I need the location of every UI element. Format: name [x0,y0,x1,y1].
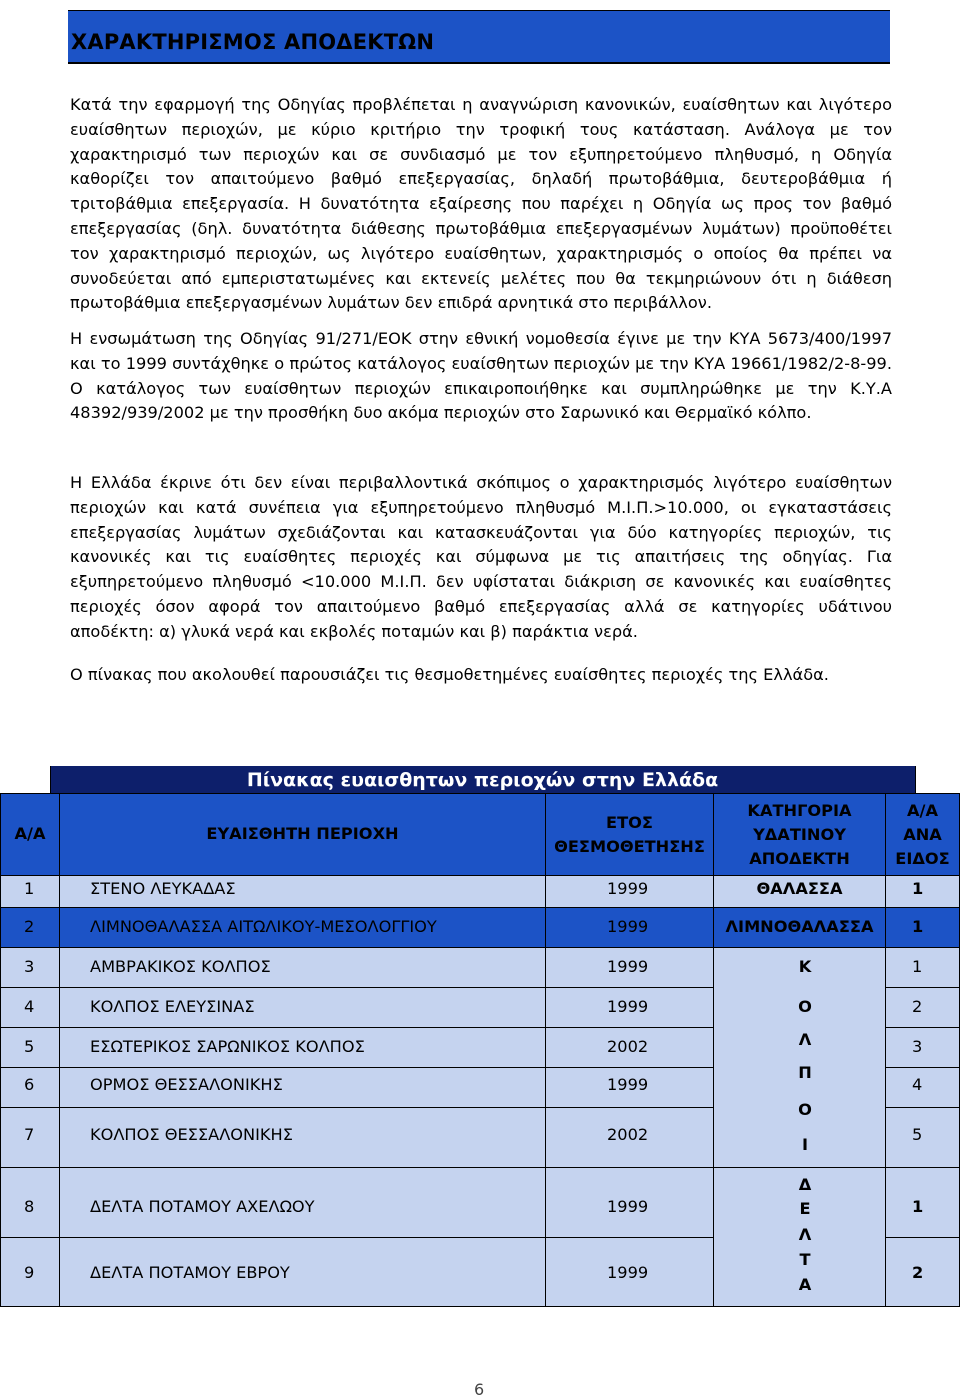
row-4-kind: 2 [912,997,923,1016]
header-year-2: ΘΕΣΜΟΘΕΤΗΣΗΣ [554,837,705,856]
grid-line [0,1237,713,1238]
row-1-aa: 1 [24,879,35,898]
row-3-year: 1999 [607,957,649,976]
row-2-area: ΛΙΜΝΟΘΑΛΑΣΣΑ ΑΙΤΩΛΙΚΟΥ-ΜΕΣΟΛΟΓΓΙΟΥ [90,917,437,936]
grid-line [0,1107,713,1108]
vertical-letter: Δ [798,1175,812,1194]
header-kind-3: ΕΙΔΟΣ [895,849,950,868]
section-title: ΧΑΡΑΚΤΗΡΙΣΜΟΣ ΑΠΟΔΕΚΤΩΝ [71,30,435,54]
header-category-1: ΚΑΤΗΓΟΡΙΑ [747,801,852,820]
table-caption-bar [50,766,915,793]
grid-line [0,1167,960,1168]
row-5-aa: 5 [24,1037,35,1056]
table-caption: Πίνακας ευαισθητων περιοχών στην Ελλάδα [246,769,719,791]
row-5-year: 2002 [607,1037,649,1056]
section-title-bar [68,10,890,64]
grid-line [885,987,960,988]
vertical-letter: Ο [798,997,812,1016]
vertical-letter: Ι [801,1135,809,1154]
vertical-letter: Τ [799,1250,811,1269]
paragraph-1: Κατά την εφαρμογή της Οδηγίας προβλέπεται η αναγνώριση κανονικών, ευαίσθητων και λιγότερο ευαίσθητων περιοχών, με κύριο κριτήριο την τροφική τους κατάσταση. Ανάλογα με τον χαρακτηρισμό των περιοχών και σε συνδιασμό με τον εξυπηρετούμενο πληθυσμό, η Οδηγία καθορίζει τον απαιτούμενο βαθμό επεξεργασίας, δηλαδή πρωτοβάθμια, δευτεροβάθμια ή τριτοβάθμια επεξεργασία. Η δυνατότητα εξαίρεσης που παρέχει η Οδηγία ως προς τον βαθμό επεξεργασίας (δηλ. δυνατότητα διάθεσης πρωτοβάθμια επεξεργασμένων λυμάτων) προϋποθέτει τον χαρακτηρισμό περιοχών, ως λιγότερο ευαίσθητων, χαρακτηρισμός ο οποίος θα πρέπει να συνοδεύεται από εμπεριστατωμένες και εκτενείς μελέτες που θα τεκμηριώνουν ότι η διάθεση πρωτοβάθμια επεξεργασμένων λυμάτων δεν επιδρά αρνητικά στο περιβάλλον. [70,95,892,313]
grid-line [0,1067,713,1068]
paragraph-2: Η ενσωμάτωση της Οδηγίας 91/271/ΕΟΚ στην εθνική νομοθεσία έγινε με την ΚΥΑ 5673/400/1997 και το 1999 συντάχθηκε ο πρώτος κατάλογος ευαίσθητων περιοχών με την ΚΥΑ 19661/1982/2-8-99. Ο κατάλογος των ευαίσθητων περιοχών επικαιροποιήθηκε και συμπληρώθηκε με την Κ.Υ.Α 48392/939/2002 με την προσθήκη δυο ακόμα περιοχών στο Σαρωνικό και Θερμαϊκό κόλπο. [70,329,892,423]
grid-line [0,1027,713,1028]
grid-line [885,1067,960,1068]
row-7-area: ΚΟΛΠΟΣ ΘΕΣΣΑΛΟΝΙΚΗΣ [90,1125,293,1144]
vertical-letter: Λ [798,1030,812,1049]
grid-line [59,793,60,1307]
vertical-letter: Ε [799,1199,811,1218]
grid-line [50,766,51,793]
row-4-aa: 4 [24,997,35,1016]
paragraph-3: Η Ελλάδα έκρινε ότι δεν είναι περιβαλλοντικά σκόπιμος ο χαρακτηρισμός λιγότερο ευαίσθητων περιοχών και κατά συνέπεια για εξυπηρετούμενο πληθυσμό Μ.Ι.Π.>10.000, οι εγκαταστάσεις επεξεργασίας λυμάτων σχεδιάζονται και κατασκευάζονται για δύο κατηγορίες περιοχών, τις κανονικές και τις ευαίσθητες περιοχές και σύμφωνα με τις απαιτήσεις της οδηγίας. Για εξυπηρετούμενο πληθυσμό <10.000 Μ.Ι.Π. δεν υφίσταται διάκριση σε κανονικές και ευαίσθητες περιοχές όσον αφορά τον απαιτούμενο βαθμό επεξεργασίας αλλά σε κατηγορίες υδάτινου αποδέκτη: α) γλυκά νερά και εκβολές ποταμών και β) παράκτια νερά. [70,473,892,641]
row-9-area: ΔΕΛΤΑ ΠΟΤΑΜΟΥ ΕΒΡΟΥ [90,1263,290,1282]
row-4-area: ΚΟΛΠΟΣ ΕΛΕΥΣΙΝΑΣ [90,997,255,1016]
vertical-letter: Π [798,1063,812,1082]
row-2-aa: 2 [24,917,35,936]
row-8-area: ΔΕΛΤΑ ΠΟΤΑΜΟΥ ΑΧΕΛΩΟΥ [90,1197,315,1216]
row-8-aa: 8 [24,1197,35,1216]
row-5-area: ΕΣΩΤΕΡΙΚΟΣ ΣΑΡΩΝΙΚΟΣ ΚΟΛΠΟΣ [90,1037,365,1056]
row-6-kind: 4 [912,1075,923,1094]
grid-line [0,793,1,1307]
header-year-1: ΕΤΟΣ [606,813,653,832]
row-3-aa: 3 [24,957,35,976]
grid-line [0,987,713,988]
grid-line [885,1027,960,1028]
row-1-area: ΣΤΕΝΟ ΛΕΥΚΑΔΑΣ [90,879,236,898]
grid-line [915,766,916,793]
header-aa: Α/Α [14,824,46,843]
vertical-letter: Α [798,1275,812,1294]
header-category-3: ΑΠΟΔΕΚΤΗ [749,849,850,868]
vertical-letter: Λ [798,1225,812,1244]
vertical-letter: Ο [798,1100,812,1119]
row-1-kind: 1 [912,879,924,898]
row-7-aa: 7 [24,1125,35,1144]
row-4-year: 1999 [607,997,649,1016]
row-7-kind: 5 [912,1125,923,1144]
row-6-year: 1999 [607,1075,649,1094]
grid-line [885,1237,960,1238]
grid-line [0,1306,960,1307]
grid-line [0,875,960,876]
vertical-letter: Κ [798,957,812,976]
row-3-area: ΑΜΒΡΑΚΙΚΟΣ ΚΟΛΠΟΣ [90,957,271,976]
grid-line [0,947,960,948]
row-6-aa: 6 [24,1075,35,1094]
grid-line [0,907,960,908]
header-area: ΕΥΑΙΣΘΗΤΗ ΠΕΡΙΟΧΗ [206,824,399,843]
row-2-kind: 1 [912,917,924,936]
row-6-area: ΟΡΜΟΣ ΘΕΣΣΑΛΟΝΙΚΗΣ [90,1075,283,1094]
grid-line [0,793,960,794]
row-9-aa: 9 [24,1263,35,1282]
header-kind-1: Α/Α [907,801,938,820]
row-5-kind: 3 [912,1037,923,1056]
row-1-category: ΘΑΛΑΣΣΑ [756,879,843,898]
paragraph-4: Ο πίνακας που ακολουθεί παρουσιάζει τις θεσμοθετημένες ευαίσθητες περιοχές της Ελλάδα. [70,665,829,684]
grid-line [545,793,546,1307]
header-kind-2: ΑΝΑ [903,825,942,844]
row-3-kind: 1 [912,957,923,976]
grid-line [885,1107,960,1108]
row-8-year: 1999 [607,1197,649,1216]
header-category-2: ΥΔΑΤΙΝΟΥ [753,825,846,844]
row-9-kind: 2 [912,1263,924,1282]
row-8-kind: 1 [912,1197,924,1216]
row-1-year: 1999 [607,879,649,898]
page-number: 6 [474,1380,485,1399]
row-9-year: 1999 [607,1263,649,1282]
row-2-year: 1999 [607,917,649,936]
row-2-category: ΛΙΜΝΟΘΑΛΑΣΣΑ [725,917,874,936]
row-7-year: 2002 [607,1125,649,1144]
